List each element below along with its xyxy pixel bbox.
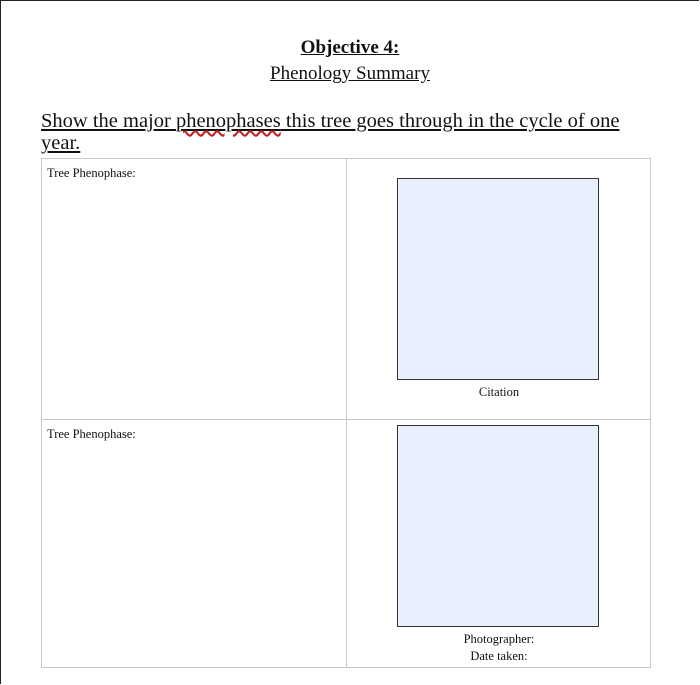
photo-placeholder[interactable] [397,178,599,380]
instruction-text-before: Show the major [41,110,176,132]
objective-subtitle: Phenology Summary [270,63,430,84]
objective-title: Objective 4: [300,37,400,58]
table-column-divider [346,158,347,668]
citation-label: Citation [478,385,520,399]
date-taken-label: Date taken: [470,649,528,663]
instruction-text-after: this tree goes through in the cycle of one year. [41,110,620,154]
table-row-divider [41,419,651,420]
spellcheck-flagged-word: phenophases [175,110,281,132]
photographer-label: Photographer: [463,632,535,646]
photo-placeholder[interactable] [397,425,599,627]
photo-caption [347,384,651,401]
instruction-text [41,110,641,154]
tree-phenophase-label: Tree Phenophase: [47,166,136,180]
tree-phenophase-label: Tree Phenophase: [47,427,136,441]
photo-caption [347,631,651,665]
